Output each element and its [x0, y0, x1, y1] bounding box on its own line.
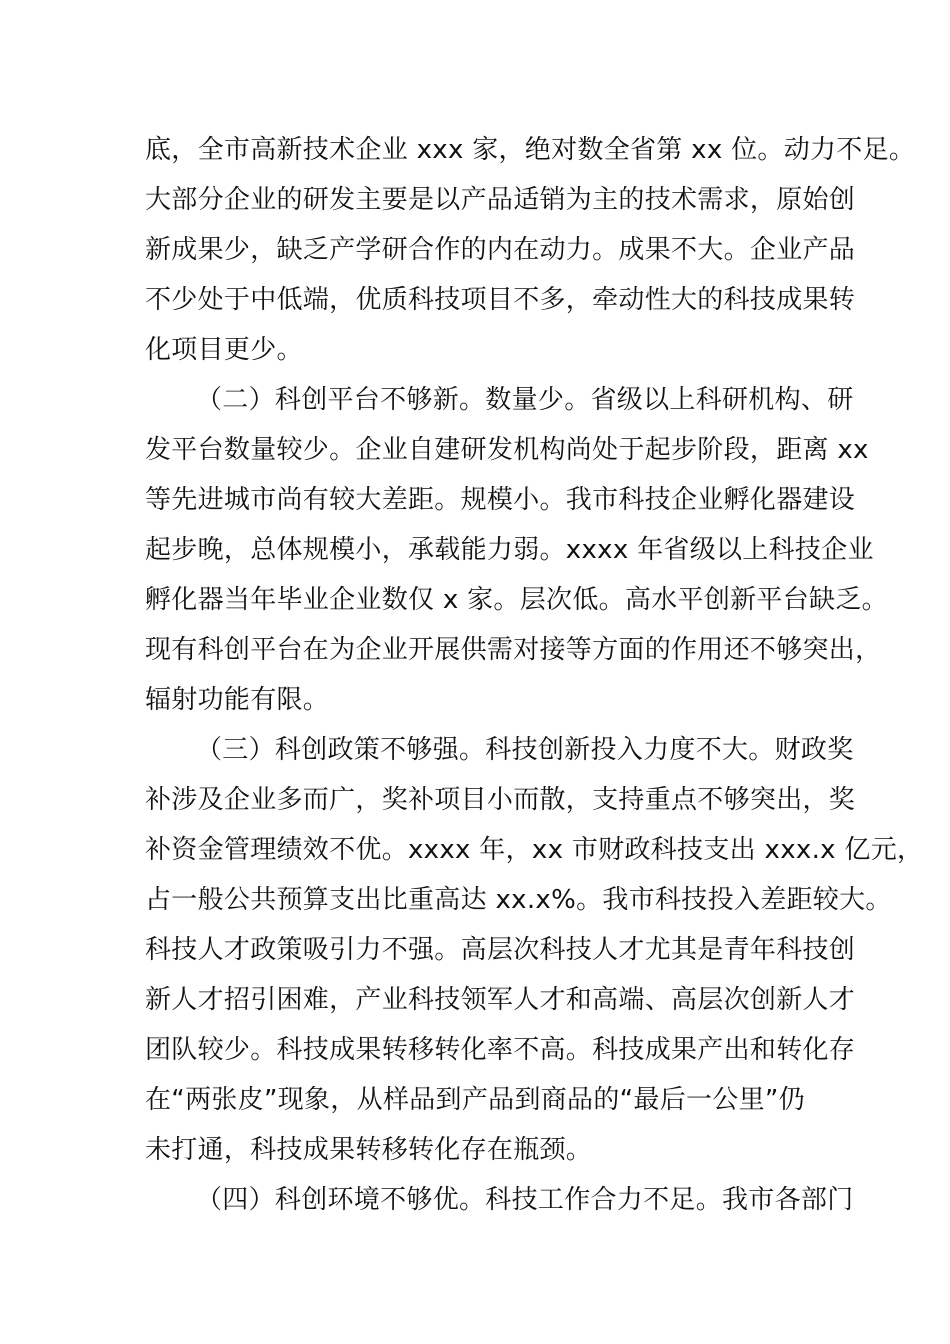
- section-heading-line: （二）科创平台不够新。数量少。省级以上科研机构、研: [196, 385, 854, 415]
- text-line: 新人才招引困难，产业科技领军人才和高端、高层次创新人才: [145, 985, 856, 1015]
- text-line: 占一般公共预算支出比重高达 xx.x%。我市科技投入差距较大。: [145, 885, 892, 915]
- section-heading-line: （四）科创环境不够优。科技工作合力不足。我市各部门: [196, 1185, 854, 1215]
- text-line: 在“两张皮”现象，从样品到产品到商品的“最后一公里”仍: [145, 1085, 805, 1115]
- text-line: 大部分企业的研发主要是以产品适销为主的技术需求，原始创: [145, 185, 856, 215]
- text-line: 孵化器当年毕业企业数仅 x 家。层次低。高水平创新平台缺乏。: [145, 585, 888, 615]
- text-line: 补涉及企业多而广，奖补项目小而散，支持重点不够突出，奖: [145, 785, 856, 815]
- text-line: 起步晚，总体规模小，承载能力弱。xxxx 年省级以上科技企业: [145, 535, 874, 565]
- text-line: 科技人才政策吸引力不强。高层次科技人才尤其是青年科技创: [145, 935, 856, 965]
- text-line: 未打通，科技成果转移转化存在瓶颈。: [145, 1135, 593, 1165]
- text-line: 化项目更少。: [145, 335, 303, 365]
- text-line: 新成果少，缺乏产学研合作的内在动力。成果不大。企业产品: [145, 235, 856, 265]
- text-line: 不少处于中低端，优质科技项目不多，牵动性大的科技成果转: [145, 285, 856, 315]
- text-line: 发平台数量较少。企业自建研发机构尚处于起步阶段，距离 xx: [145, 435, 869, 465]
- text-line: 团队较少。科技成果转移转化率不高。科技成果产出和转化存: [145, 1035, 856, 1065]
- text-line: 等先进城市尚有较大差距。规模小。我市科技企业孵化器建设: [145, 485, 856, 515]
- text-line: 辐射功能有限。: [145, 685, 330, 715]
- text-line: 补资金管理绩效不优。xxxx 年，xx 市财政科技支出 xxx.x 亿元，: [145, 835, 924, 865]
- text-line: 底，全市高新技术企业 xxx 家，绝对数全省第 xx 位。动力不足。: [145, 135, 916, 165]
- section-heading-line: （三）科创政策不够强。科技创新投入力度不大。财政奖: [196, 735, 854, 765]
- text-line: 现有科创平台在为企业开展供需对接等方面的作用还不够突出，: [145, 635, 882, 665]
